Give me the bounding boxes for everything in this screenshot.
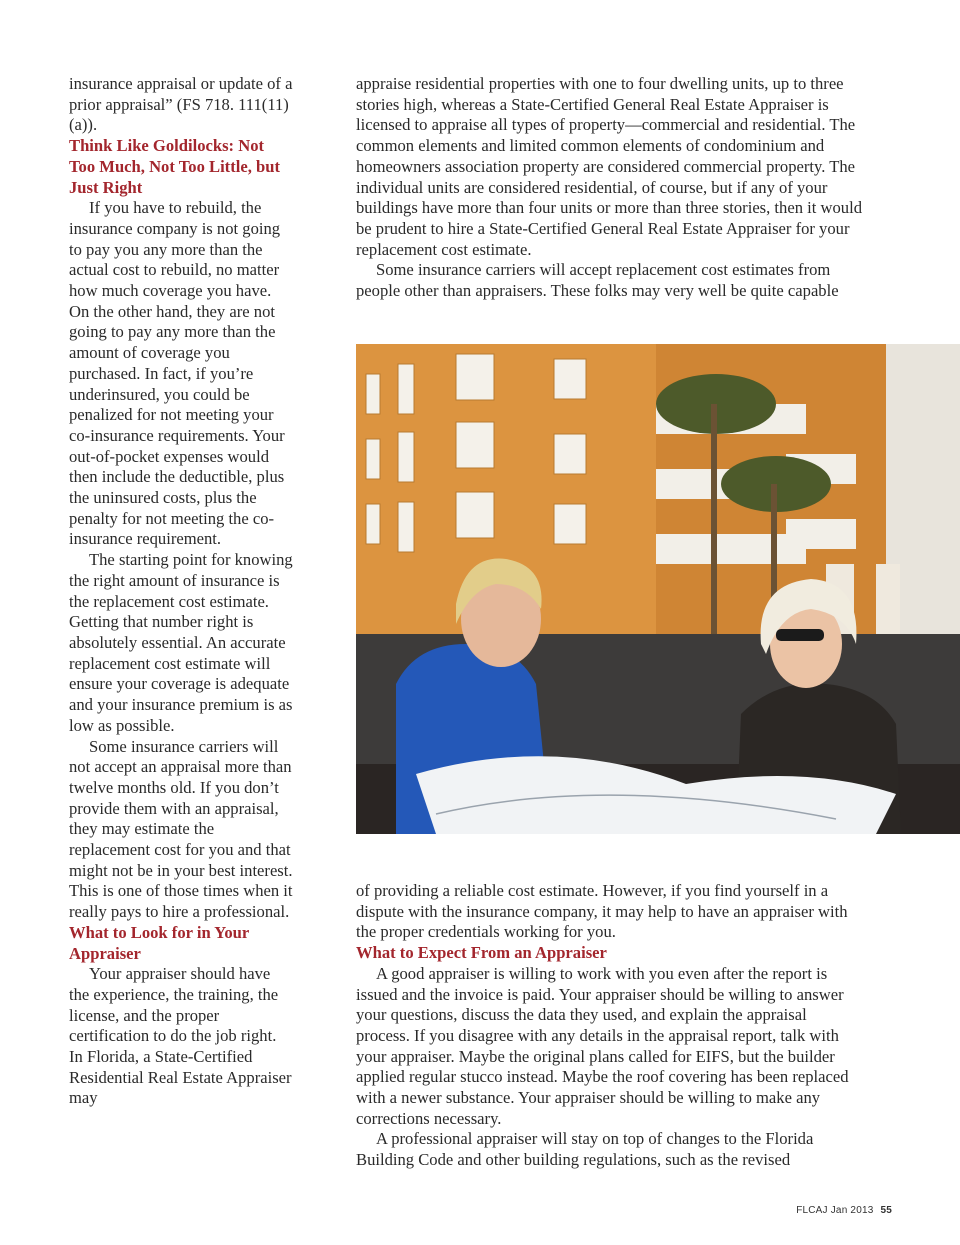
body-paragraph: of providing a reliable cost estimate. However, if you find yourself in a dispute with the insurance company, it may help to have an appraiser with the proper credentials working for you. <box>356 881 848 942</box>
page-footer <box>796 1205 892 1216</box>
right-column-top <box>356 74 862 302</box>
body-paragraph: Some insurance carriers will not accept an appraisal more than twelve months old. If you don’t provide them with an appraisal, they may estimate the replacement cost for you and that might not be in your best interest. This is one of those times when it really pays to hire a professional. <box>69 736 293 922</box>
page-number: 55 <box>880 1205 892 1216</box>
article-photo <box>356 344 960 834</box>
publication-name: FLCAJ <box>796 1205 828 1216</box>
body-paragraph: A professional appraiser will stay on top of changes to the Florida Building Code and other building regulations, such as the revised <box>356 1129 814 1170</box>
body-paragraph: The starting point for knowing the right amount of insurance is the replacement cost estimate. Getting that number right is absolutely essential. An accurate replacement cost estimate will ensure your coverage is adequate and your insurance premium is as low as possible. <box>69 550 293 735</box>
body-paragraph: If you have to rebuild, the insurance company is not going to pay you any more than the actual cost to rebuild, no matter how much coverage you have. On the other hand, they are not going to pay any more than the amount of coverage you purchased. In fact, if you’re underinsured, you could be penalized for not meeting your co-insurance requirements. Your out-of-pocket expenses would then include the deductible, plus the uninsured costs, plus the penalty for not meeting the co-insurance requirement. <box>69 198 285 549</box>
left-column <box>69 74 293 1109</box>
body-paragraph: insurance appraisal or update of a prior appraisal” (FS 718. 111(11)(a)). <box>69 74 293 135</box>
section-heading: Think Like Goldilocks: Not Too Much, Not Too Little, but Just Right <box>69 136 280 197</box>
section-heading: What to Look for in Your Appraiser <box>69 922 249 963</box>
section-heading: What to Expect From an Appraiser <box>356 943 607 963</box>
issue-date: Jan 2013 <box>830 1205 874 1216</box>
body-paragraph: A good appraiser is willing to work with you even after the report is issued and the invoice is paid. Your appraiser should be willing to answer your questions, discuss the data they used, and explain the appraisal process. If you disagree with any details in the appraisal report, talk with your appraiser. Maybe the original plans called for EIFS, but the builder applied regular stucco instead. Maybe the roof covering has been replaced with a newer substance. Your appraiser should be willing to make any corrections necessary. <box>356 963 849 1128</box>
body-paragraph: Your appraiser should have the experience, the training, the license, and the proper certification to do the job right. In Florida, a State-Certified Residential Real Estate Appraiser may <box>69 964 292 1108</box>
body-paragraph: Some insurance carriers will accept replacement cost estimates from people other than appraisers. These folks may very well be quite capable <box>356 260 839 301</box>
body-paragraph: appraise residential properties with one to four dwelling units, up to three stories high, whereas a State-Certified General Real Estate Appraiser is licensed to appraise all types of property—commercial and residential. The common elements and limited common elements of condominium and homeowners association property are considered commercial property. The individual units are considered residential, of course, but if any of your buildings have more than four units or more than three stories, then it would be prudent to hire a State-Certified General Real Estate Appraiser for your replacement cost estimate. <box>356 74 863 259</box>
right-column-bottom <box>356 881 862 1171</box>
